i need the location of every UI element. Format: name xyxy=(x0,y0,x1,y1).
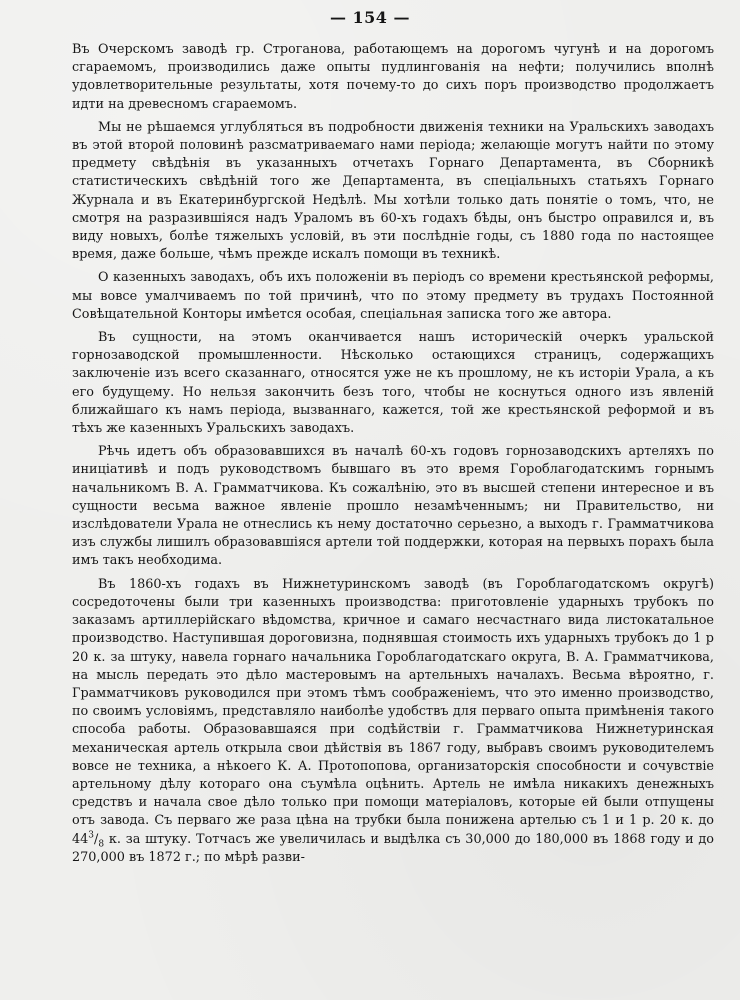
fraction-denominator: 8 xyxy=(98,839,105,850)
paragraph-1: Въ Очерскомъ заводѣ гр. Строганова, работающемъ на дорогомъ чугунѣ и на дорогомъ сгараемомъ, производились даже опыты пудлингованія на нефти; получились вполнѣ удовлетворительные результаты, хотя почему-то до сихъ поръ производство продолжаетъ идти на древесномъ сгараемомъ. xyxy=(72,42,714,112)
body-text xyxy=(72,41,714,867)
paragraph-3: О казенныхъ заводахъ, объ ихъ положеніи въ періодъ со времени крестьянской реформы, мы вовсе умалчиваемъ по той причинѣ, что по этому предмету въ трудахъ Постоянной Совѣщательной Конторы имѣется особая, спеціальная записка того же автора. xyxy=(72,270,714,322)
paragraph-6-continuation: к. за штуку. Тотчасъ же увеличилась и выдѣлка съ 30,000 до 180,000 въ 1868 году и до 270,000 въ 1872 г.; по мѣрѣ разви- xyxy=(72,831,714,865)
paragraph-4: Въ сущности, на этомъ оканчивается нашъ историческій очеркъ уральской горнозаводской промышленности. Нѣсколько остающихся страницъ, содержащихъ заключеніе изъ всего сказаннаго, относятся уже не къ прошлому, не къ исторіи Урала, а къ его будущему. Но нельзя закончить безъ того, чтобы не коснуться одного изъ явленій ближайшаго къ намъ періода, вызваннаго, кажется, той же крестьянской реформой и въ тѣхъ же казенныхъ Уральскихъ заводахъ. xyxy=(72,330,714,437)
paragraph-6: Въ 1860-хъ годахъ въ Нижнетуринскомъ заводѣ (въ Гороблагодатскомъ округѣ) сосредоточены были три казенныхъ производства: приготовленіе ударныхъ трубокъ по заказамъ артиллерійскаго вѣдомства, кричное и самаго несчастнаго вида листокатальное производство. Наступившая дороговизна, поднявшая стоимость ихъ ударныхъ трубокъ до 1 р 20 к. за штуку, навела горнаго начальника Гороблагодатскаго округа, В. А. Грамматчикова, на мысль передать это дѣло мастеровымъ на артельныхъ началахъ. Весьма вѣроятно, г. Грамматчиковъ руководился при этомъ тѣмъ соображеніемъ, что это именно производство, по своимъ условіямъ, представляло наиболѣе удобствъ для перваго опыта примѣненія такого способа работы. Образовавшаяся при содѣйствіи г. Грамматчикова Нижнетуринская механическая артель открыла свои дѣйствія въ 1867 году, выбравъ своимъ руководителемъ вовсе не техника, а нѣкоего К. А. Протопопова, организаторскія способности и сочувствіе артельному дѣлу котораго она съумѣла оцѣнить. Артель не имѣла никакихъ денежныхъ средствъ и начала свое дѣло только при помощи матеріаловъ, которые ей были отпущены отъ завода. Съ перваго же раза цѣна на трубки была понижена артелью съ 1 и 1 р. 20 к. до $44^3/_8$ к. за штуку. Тотчасъ же увеличилась и выдѣлка съ 30,000 до 180,000 въ 1868 году и до 270,000 въ 1872 г.; по мѣрѣ разви- xyxy=(72,576,714,865)
paragraph-5: Рѣчь идетъ объ образовавшихся въ началѣ 60-хъ годовъ горнозаводскихъ артеляхъ по иниціативѣ и подъ руководствомъ бывшаго въ это время Гороблагодатскимъ горнымъ начальникомъ В. А. Грамматчикова. Къ сожалѣнію, это въ высшей степени интересное и въ сущности весьма важное явленіе прошло незамѣченнымъ; ни Правительство, ни изслѣдователи Урала не отнеслись къ нему достаточно серьезно, а выходъ г. Грамматчикова изъ службы лишилъ образовавшіяся артели той поддержки, которая на первыхъ порахъ была имъ такъ необходима. xyxy=(72,444,714,569)
fraction-numerator: 3 xyxy=(88,830,95,841)
page-number: — 154 — xyxy=(329,8,411,27)
paragraph-6-text: Въ 1860-хъ годахъ въ Нижнетуринскомъ заводѣ (въ Гороблагодатскомъ округѣ) сосредоточены были три казенныхъ производства: приготовленіе ударныхъ трубокъ по заказамъ артиллерійскаго вѣдомства, кричное и самаго несчастнаго вида листокатальное производство. Наступившая дороговизна, поднявшая стоимость ихъ ударныхъ трубокъ до 1 р 20 к. за штуку, навела горнаго начальника Гороблагодатскаго округа, В. А. Грамматчикова, на мысль передать это дѣло мастеровымъ на артельныхъ началахъ. Весьма вѣроятно, г. Грамматчиковъ руководился при этомъ тѣмъ соображеніемъ, что это именно производство, по своимъ условіямъ, представляло наиболѣе удобствъ для перваго опыта примѣненія такого способа работы. Образовавшаяся при содѣйствіи г. Грамматчикова Нижнетуринская механическая артель открыла свои дѣйствія въ 1867 году, выбравъ своимъ руководителемъ вовсе не техника, а нѣкоего К. А. Протопопова, организаторскія способности и сочувствіе артельному дѣлу котораго она съумѣла оцѣнить. Артель не имѣла никакихъ денежныхъ средствъ и начала свое дѣло только при помощи матеріаловъ, которые ей были отпущены отъ завода. Съ перваго же раза цѣна на трубки была понижена артелью съ 1 и 1 р. 20 к. до 44 xyxy=(72,576,714,847)
paragraph-2: Мы не рѣшаемся углубляться въ подробности движенія техники на Уральскихъ заводахъ въ этой второй половинѣ разсматриваемаго нами періода; желающіе могутъ найти по этому предмету свѣдѣнія въ указанныхъ отчетахъ Горнаго Департамента, въ Сборникѣ статистическихъ свѣдѣній того же Департамента, въ спеціальныхъ статьяхъ Горнаго Журнала и въ Екатеринбургской Недѣлѣ. Мы хотѣли только дать понятіе о томъ, что, не смотря на разразившіяся надъ Ураломъ въ 60-хъ годахъ бѣды, онъ быстро оправился и, въ виду новыхъ, болѣе тяжелыхъ условій, въ эти послѣдніе годы, съ 1880 года по настоящее время, даже больше, чѣмъ прежде искалъ помощи въ техникѣ. xyxy=(72,119,714,263)
